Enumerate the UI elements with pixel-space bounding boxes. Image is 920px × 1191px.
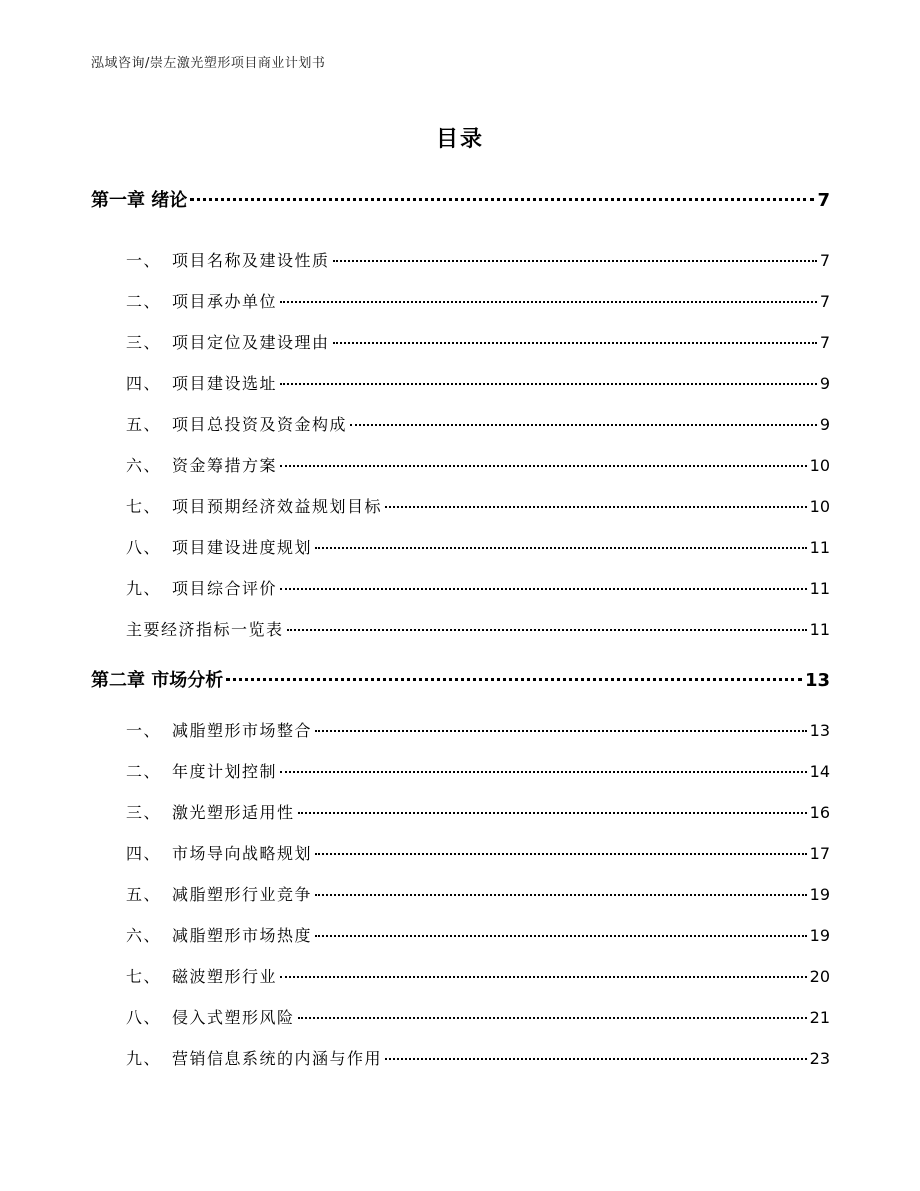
dot-leader	[280, 301, 817, 303]
entry-title: 磁波塑形行业	[172, 967, 278, 986]
dot-leader	[280, 588, 807, 590]
dot-leader	[350, 424, 817, 426]
dot-leader	[280, 383, 817, 385]
page-number: 20	[809, 967, 830, 986]
dot-leader	[333, 260, 817, 262]
page-number: 11	[809, 579, 830, 598]
entry-number: 八、	[126, 1008, 162, 1027]
page-number: 10	[809, 497, 830, 516]
entry-number: 五、	[126, 885, 162, 904]
entry-number: 六、	[126, 456, 162, 475]
entry-title: 项目预期经济效益规划目标	[172, 497, 383, 516]
dot-leader	[315, 853, 807, 855]
entry-title: 项目建设选址	[172, 374, 278, 393]
page-number: 19	[809, 926, 830, 945]
dot-leader	[315, 894, 807, 896]
toc-chapter-2[interactable]	[91, 666, 830, 692]
entry-number: 一、	[126, 721, 162, 740]
page-number: 9	[819, 374, 830, 393]
entry-title: 减脂塑形市场热度	[172, 926, 313, 945]
entry-number: 九、	[126, 579, 162, 598]
entry-number: 二、	[126, 762, 162, 781]
entry-title: 资金筹措方案	[172, 456, 278, 475]
entry-title: 项目总投资及资金构成	[172, 415, 348, 434]
dot-leader	[385, 1058, 807, 1060]
entry-number: 六、	[126, 926, 162, 945]
page-number: 16	[809, 803, 830, 822]
entry-number: 三、	[126, 803, 162, 822]
dot-leader	[315, 935, 807, 937]
toc-entry[interactable]	[126, 535, 830, 558]
page-number: 11	[809, 620, 830, 639]
entry-number: 八、	[126, 538, 162, 557]
entry-title: 项目综合评价	[172, 579, 278, 598]
dot-leader	[280, 465, 807, 467]
page-number: 21	[809, 1008, 830, 1027]
dot-leader	[333, 342, 817, 344]
entry-number: 三、	[126, 333, 162, 352]
toc-entry[interactable]	[126, 289, 830, 312]
toc-entry[interactable]	[126, 371, 830, 394]
toc-entry[interactable]	[126, 923, 830, 946]
entry-title: 项目承办单位	[172, 292, 278, 311]
page-number: 11	[809, 538, 830, 557]
toc-entry[interactable]	[126, 617, 830, 640]
page-number: 13	[804, 670, 830, 691]
toc-entry[interactable]	[126, 882, 830, 905]
page-number: 17	[809, 844, 830, 863]
entry-title: 减脂塑形行业竞争	[172, 885, 313, 904]
toc-entry[interactable]	[126, 330, 830, 353]
entry-title: 侵入式塑形风险	[172, 1008, 295, 1027]
toc-entry[interactable]	[126, 759, 830, 782]
dot-leader	[190, 198, 814, 201]
toc-entry[interactable]	[126, 841, 830, 864]
toc-entry[interactable]	[126, 412, 830, 435]
entry-title: 激光塑形适用性	[172, 803, 295, 822]
entry-title: 项目建设进度规划	[172, 538, 313, 557]
page-number: 10	[809, 456, 830, 475]
toc-entry[interactable]	[126, 576, 830, 599]
entry-number: 四、	[126, 844, 162, 863]
dot-leader	[315, 547, 807, 549]
page-number: 23	[809, 1049, 830, 1068]
dot-leader	[298, 1017, 807, 1019]
chapter-label: 第二章 市场分析	[91, 670, 224, 691]
dot-leader	[280, 771, 807, 773]
entry-number: 二、	[126, 292, 162, 311]
entry-number: 一、	[126, 251, 162, 270]
entry-number: 七、	[126, 967, 162, 986]
toc-entry[interactable]	[126, 964, 830, 987]
toc-entry[interactable]	[126, 718, 830, 741]
page-number: 7	[819, 333, 830, 352]
toc-entry[interactable]	[126, 494, 830, 517]
entry-title: 减脂塑形市场整合	[172, 721, 313, 740]
page-number: 7	[819, 251, 830, 270]
page-number: 13	[809, 721, 830, 740]
entry-title: 项目名称及建设性质	[172, 251, 330, 270]
toc-entry[interactable]	[126, 1046, 830, 1069]
page-number: 19	[809, 885, 830, 904]
dot-leader	[280, 976, 807, 978]
entry-number: 九、	[126, 1049, 162, 1068]
toc-entry[interactable]	[126, 800, 830, 823]
entry-number: 七、	[126, 497, 162, 516]
toc-entry[interactable]	[126, 248, 830, 271]
entry-title: 市场导向战略规划	[172, 844, 313, 863]
entry-number: 四、	[126, 374, 162, 393]
dot-leader	[287, 629, 807, 631]
entry-title: 项目定位及建设理由	[172, 333, 330, 352]
dot-leader	[315, 730, 807, 732]
toc-entry[interactable]	[126, 453, 830, 476]
toc-entry[interactable]	[126, 1005, 830, 1028]
dot-leader	[385, 506, 807, 508]
page-number: 14	[809, 762, 830, 781]
entry-title: 主要经济指标一览表	[126, 620, 284, 639]
dot-leader	[226, 678, 802, 681]
entry-title: 营销信息系统的内涵与作用	[172, 1049, 383, 1068]
page-number: 9	[819, 415, 830, 434]
page-number: 7	[819, 292, 830, 311]
dot-leader	[298, 812, 807, 814]
chapter-label: 第一章 绪论	[91, 190, 188, 211]
toc-title: 目录	[435, 127, 484, 152]
entry-title: 年度计划控制	[172, 762, 278, 781]
entry-number: 五、	[126, 415, 162, 434]
page-number: 7	[817, 190, 830, 211]
document-header: 泓域咨询/崇左激光塑形项目商业计划书	[91, 56, 326, 71]
toc-chapter-1[interactable]	[91, 186, 830, 212]
